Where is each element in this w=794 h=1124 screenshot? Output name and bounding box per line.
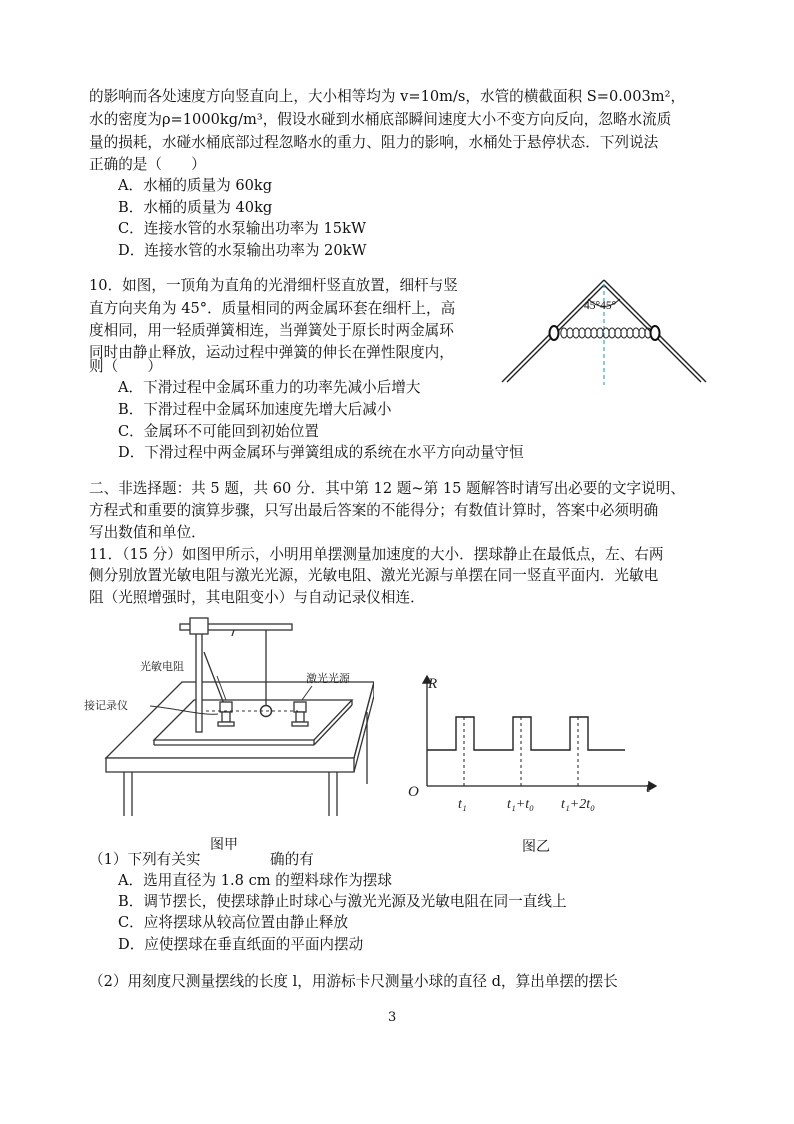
caption-figure-b: 图乙 [522, 839, 550, 855]
section2-line-3: 写出数值和单位． [89, 524, 206, 541]
q11-part1-option-b: B．调节摆长，使摆球静止时球心与激光光源及光敏电阻在同一直线上 [118, 893, 567, 910]
resistance-curve [427, 717, 625, 750]
table-edge [106, 758, 354, 772]
caption-figure-a: 图甲 [210, 837, 238, 853]
q11-figure-a [84, 612, 374, 818]
q11-part2: （2）用刻度尺测量摆线的长度 l，用游标卡尺测量小球的直径 d，算出单摆的摆长 [89, 973, 618, 990]
q11-part1-option-d: D．应使摆球在垂直纸面的平面内摆动 [118, 936, 364, 953]
tick-label-t1-t0: t₁+t₀ [507, 797, 534, 812]
q10-option-b: B．下滑过程中金属环加速度先增大后减小 [118, 401, 392, 418]
q11-part1-stem-a: （1）下列有关实 [89, 851, 201, 868]
q9-line-3: 量的损耗，水碰水桶底部过程忽略水的重力、阻力的影响，水桶处于悬停状态．下列说法 [89, 134, 659, 151]
q10-option-a: A．下滑过程中金属环重力的功率先减小后增大 [118, 379, 421, 396]
q9-option-c: C．连接水管的水泵输出功率为 15kW [118, 220, 366, 237]
metal-ring-left [550, 326, 559, 340]
q9-line-1: 的影响而各处速度方向竖直向上，大小相等均为 v=10m/s，水管的横截面积 S=0.003m²， [89, 88, 686, 105]
q11-figure-b [400, 670, 664, 814]
tick-label-t1-2t0: t₁+2t₀ [561, 797, 595, 812]
page-number: 3 [388, 1010, 397, 1025]
q9-option-d: D．连接水管的水泵输出功率为 20kW [118, 242, 367, 259]
tick-label-t1: t₁ [458, 797, 467, 812]
q10-line-1: 10．如图，一顶角为直角的光滑细杆竖直放置，细杆与竖 [89, 277, 458, 294]
q9-option-b: B．水桶的质量为 40kg [118, 199, 273, 216]
q10-line-4: 同时由静止释放，运动过程中弹簧的伸长在弹性限度内， [89, 344, 454, 361]
q11-part1-option-c: C．应将摆球从较高位置由静止释放 [118, 914, 349, 931]
laser-source [294, 702, 306, 712]
metal-ring-right [651, 326, 660, 340]
q11-line-2: 侧分别放置光敏电阻与激光光源，光敏电阻、激光光源与单摆在同一竖直平面内．光敏电 [89, 567, 659, 584]
q9-line-4: 正确的是（ ） [89, 156, 206, 173]
q10-option-d: D．下滑过程中两金属环与弹簧组成的系统在水平方向动量守恒 [118, 444, 524, 461]
q11-line-3: 阻（光照增强时，其电阻变小）与自动记录仪相连． [89, 589, 425, 606]
axis-x-label: t [646, 780, 651, 796]
label-recorder: 接记录仪 [84, 700, 128, 712]
label-laser-source: 激光光源 [306, 673, 350, 685]
section2-line-1: 二、非选择题：共 5 题，共 60 分．其中第 12 题~第 15 题解答时请写出必要的文字说明、 [89, 480, 685, 497]
spring [561, 328, 651, 338]
axis-y-label: R [428, 676, 438, 692]
section2-line-2: 方程式和重要的演算步骤，只写出最后答案的不能得分；有数值计算时，答案中必须明确 [89, 502, 659, 519]
q11-part1-option-a: A．选用直径为 1.8 cm 的塑料球作为摆球 [118, 872, 392, 889]
q9-line-2: 水的密度为ρ=1000kg/m³，假设水碰到水桶底部瞬间速度大小不变方向反向，忽略水流质 [89, 111, 672, 128]
q11-line-1: 11．（15 分）如图甲所示，小明用单摆测量加速度的大小．摆球静止在最低点，左、右两 [89, 546, 664, 563]
origin-label: O [408, 784, 419, 800]
q11-part1-stem-b: 确的有 [270, 851, 314, 868]
q9-option-a: A．水桶的质量为 60kg [118, 177, 273, 194]
q10-line-2: 直方向夹角为 45°．质量相同的两金属环套在细杆上，高 [89, 300, 456, 317]
stand-pole [196, 620, 202, 732]
q10-figure [498, 272, 712, 390]
q10-line-3: 度相同，用一轻质弹簧相连，当弹簧处于原长时两金属环 [89, 322, 454, 339]
q10-option-c: C．金属环不可能回到初始位置 [118, 423, 319, 440]
angle-label: 45°45° [584, 300, 617, 312]
label-photoresistor: 光敏电阻 [140, 661, 184, 673]
q10-line-5: 则（ ） [89, 358, 162, 375]
